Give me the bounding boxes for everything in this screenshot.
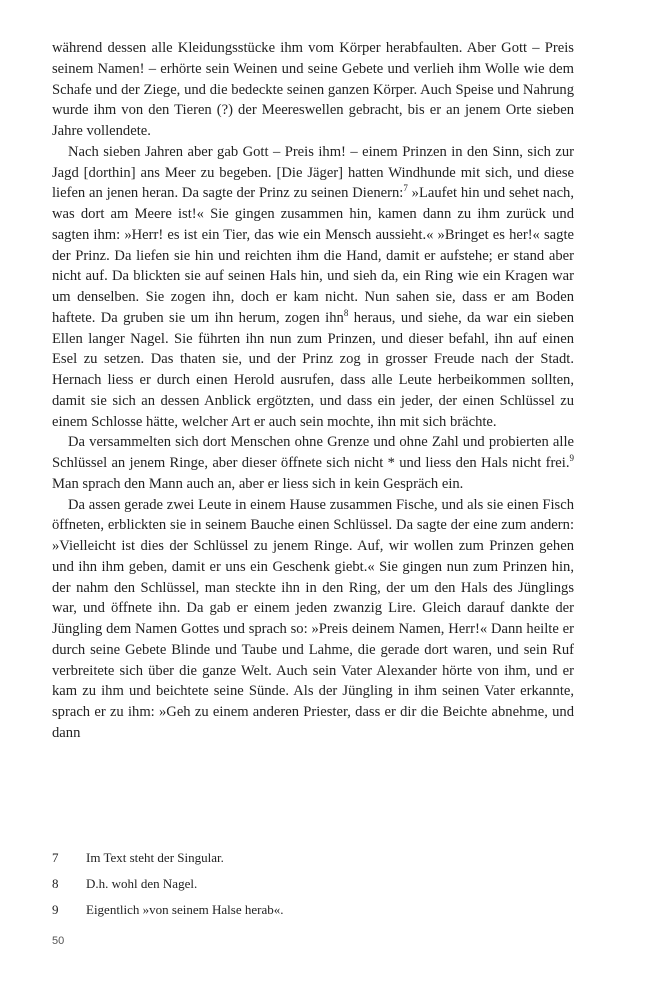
footnote bbox=[52, 876, 574, 902]
paragraph-text: »Laufet hin und sehet nach, was dort am Meere ist!« Sie gingen zusammen hin, kamen dann zu ihm zurück und sagten ihm: »Herr! es ist ein Tier, das wie ein Mensch aussieht.« »Bringet es her!« sagte der Prinz. Da liefen sie hin und reichten ihm die Hand, damit er aufstehe; er stand aber nicht auf. Da blickten sie auf seinen Hals hin, und sieh da, ein Ring wie ein Kragen war um denselben. Sie zogen ihn, doch er kam nicht. Nun sahen sie, dass er am Boden haftete. Da gruben sie um ihn herum, zogen ihn bbox=[52, 185, 575, 326]
footnote-ref: 7 bbox=[403, 183, 408, 194]
footnote bbox=[52, 902, 574, 928]
paragraph-text: heraus, und siehe, da war ein sieben Ellen langer Nagel. Sie führten ihn nun zum Prinzen, und dieser befahl, ihn auf einen Esel zu setzen. Das thaten sie, und der Prinz zog in grosser Freude nach der Stadt. Hernach liess er durch einen Herold ausrufen, dass alle Leute herbeikommen sollten, damit sie sich an dessen Anblick ergötzten, und dass ein jeder, der einen Schlüssel zu einem Schlosse hätte, welcher Art er auch sein mochte, ihn mit sich brächte. bbox=[52, 309, 575, 430]
body-text bbox=[52, 38, 574, 744]
footnotes bbox=[52, 850, 574, 928]
page-number: 50 bbox=[52, 935, 65, 947]
paragraph-text: Nach sieben Jahren aber gab Gott – Preis ihm! – einem Prinzen in den Sinn, sich zur Jagd [dorthin] ans Meer zu begeben. [Die Jäger] hatten Windhunde mit sich, und diese liefen an jenen heran. Da sagte der Prinz zu seinen Dienern: bbox=[52, 143, 574, 202]
paragraph-text: Man sprach den Mann auch an, aber er liess sich in kein Gespräch ein. bbox=[52, 475, 464, 492]
footnote-text: D.h. wohl den Nagel. bbox=[86, 876, 198, 891]
paragraph-text: während dessen alle Kleidungsstücke ihm vom Körper herabfaulten. Aber Gott – Preis seinem Namen! – erhörte sein Weinen und seine Gebete und verlieh ihm Wolle wie dem Schafe und der Ziege, und die bedeckte seinen ganzen Körper. Auch Speise und Nahrung wurde ihm von den Tieren (?) der Meereswellen gebracht, bis er an jenem Orte sieben Jahre vollendete. bbox=[52, 40, 574, 139]
paragraph-text: Da versammelten sich dort Menschen ohne Grenze und ohne Zahl und probierten alle Schlüssel an jenem Ringe, aber dieser öffnete sich nicht * und liess den Hals nicht frei. bbox=[52, 434, 574, 471]
footnote-ref: 9 bbox=[569, 453, 574, 463]
footnote-text: Im Text steht der Singular. bbox=[86, 850, 224, 865]
footnote-number: 7 bbox=[52, 850, 59, 865]
footnote-ref: 8 bbox=[343, 307, 349, 318]
paragraph bbox=[52, 38, 574, 142]
paragraph bbox=[52, 432, 574, 494]
paragraph-text: Da assen gerade zwei Leute in einem Hause zusammen Fische, und als sie einen Fisch öffneten, erblickten sie in seinem Bauche einen Schlüssel. Da sagte der eine zum andern: »Vielleicht ist dies der Schlüssel zu jenem Ringe. Auf, wir wollen zum Prinzen gehen und ihn ihm geben, damit er uns ein Geschenk giebt.« Sie gingen nun zum Prinzen hin, der nahm den Schlüssel, man steckte ihn in den Ring, der um den Hals des Jünglings war, und öffnete ihn. Da gab er einem jeden zwanzig Lire. Gleich darauf dankte der Jüngling dem Namen Gottes und sprach so: »Preis deinem Namen, Herr!« Dann heilte er durch seine Gebete Blinde und Taube und Lahme, die gerade dort waren, und sein Ruf verbreitete sich über die ganze Welt. Auch sein Vater Alexander hörte von ihm, und er kam zu ihm und beichtete seine Sünde. Als der Jüngling in ihm seinen Vater erkannte, sprach er zu ihm: »Geh zu einem anderen Priester, dass er dir die Beichte abnehme, und dann bbox=[52, 496, 574, 741]
paragraph bbox=[52, 495, 574, 744]
footnote-text: Eigentlich »von seinem Halse herab«. bbox=[86, 902, 284, 917]
footnote bbox=[52, 850, 574, 876]
paragraph bbox=[52, 142, 574, 433]
footnote-number: 8 bbox=[52, 876, 59, 891]
footnote-number: 9 bbox=[52, 902, 59, 917]
